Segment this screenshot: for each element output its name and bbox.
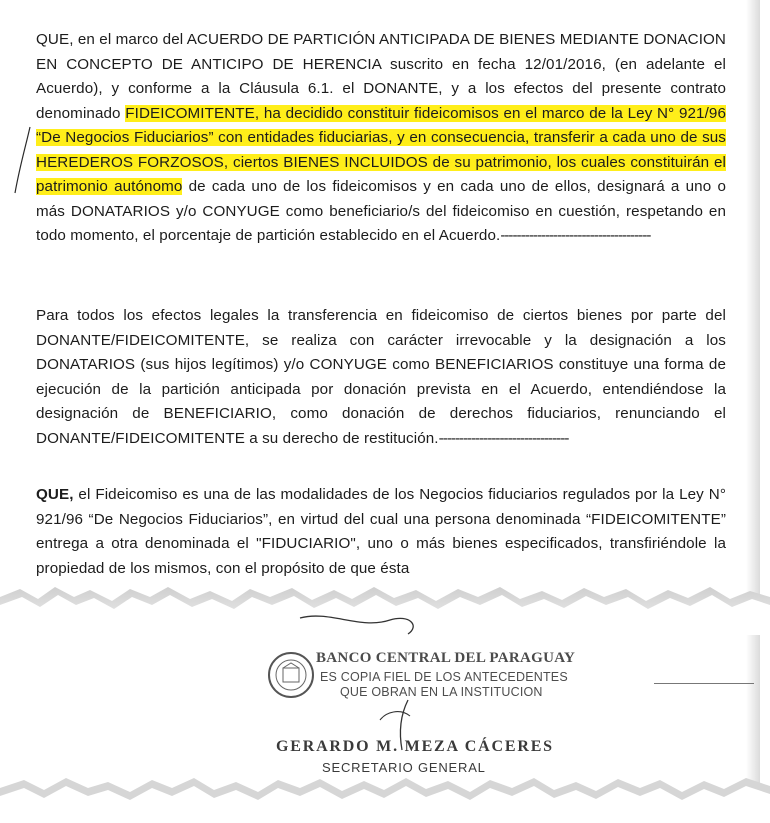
- signatory-name: GERARDO M. MEZA CÁCERES: [276, 738, 554, 755]
- stamp-bank-name: BANCO CENTRAL DEL PARAGUAY: [316, 650, 576, 666]
- stamp-copy-line-2: QUE OBRAN EN LA INSTITUCION: [340, 685, 543, 699]
- stamp-copy-line-1: ES COPIA FIEL DE LOS ANTECEDENTES: [320, 670, 568, 684]
- page-edge-shadow: [746, 0, 760, 823]
- paragraph-efectos-legales: [36, 304, 726, 451]
- paragraph-2-text: Para todos los efectos legales la transferencia en fideicomiso de ciertos bienes por parte del DONANTE/FIDEICOMITENTE, se realiza con carácter irrevocable y la designación a los DONATARIOS (sus hijos legítimos) y/o CONYUGE como BENEFICIARIOS constituye una forma de ejecución de la partición anticipada por donación prevista en el Acuerdo, entendiéndose la designación de BENEFICIARIO, como donación de derechos fiduciarios, renunciando el DONANTE/FIDEICOMITENTE a su derecho de restitución.: [36, 307, 726, 447]
- paragraph-3-lead: QUE,: [36, 486, 74, 503]
- signatory-title: SECRETARIO GENERAL: [322, 760, 486, 775]
- margin-pen-mark: [12, 125, 34, 195]
- paragraph-1-dashes: -------------------------------------: [500, 227, 651, 244]
- torn-paper-edge-bottom: [0, 760, 770, 823]
- handwritten-signature: [290, 600, 450, 760]
- paragraph-3-text: el Fideicomiso es una de las modalidades de los Negocios fiduciarios regulados por la Ley N° 921/96 “De Negocios Fiduciarios”, en virtud del cual una persona denominada “FIDEICOMITENTE” entrega a otra denominada el "FIDUCIARIO", uno o más bienes especificados, transfiriéndole la propiedad de los mismos, con el propósito de que ésta: [36, 486, 726, 577]
- paragraph-acuerdo: [36, 28, 726, 249]
- paragraph-1-lead: QUE, en el marco del ACUERDO DE PARTICIÓN ANTICIPADA DE BIENES MEDIANTE DONACION EN CONCEPTO DE ANTICIPO DE HERENCIA suscrito en fecha 12/01/2016, (en adelante el Acuerdo), y conforme a la Cláusula 6.1. el DONANTE, y a los efectos del presente contrato denominado: [36, 31, 726, 122]
- paragraph-1-tail: de cada uno de los fideicomisos y en cada uno de ellos, designará a uno o más DONATARIOS y/o CONYUGE como beneficiario/s del fideicomiso en cuestión, respetando en todo momento, el porcentaje de partición establecido en el Acuerdo.: [36, 178, 726, 244]
- paragraph-fideicomiso: [36, 483, 726, 581]
- paragraph-2-dashes: --------------------------------: [438, 429, 569, 447]
- highlighted-passage: FIDEICOMITENTE, ha decidido constituir fideicomisos en el marco de la Ley N° 921/96 “De Negocios Fiduciarios” con entidades fiduciarias, y en consecuencia, transferir a cada uno de sus HEREDEROS FORZOSOS, ciertos BIENES INCLUIDOS de su patrimonio, los cuales constituirán el patrimonio autónomo: [36, 104, 726, 195]
- signature-rule: [654, 683, 754, 684]
